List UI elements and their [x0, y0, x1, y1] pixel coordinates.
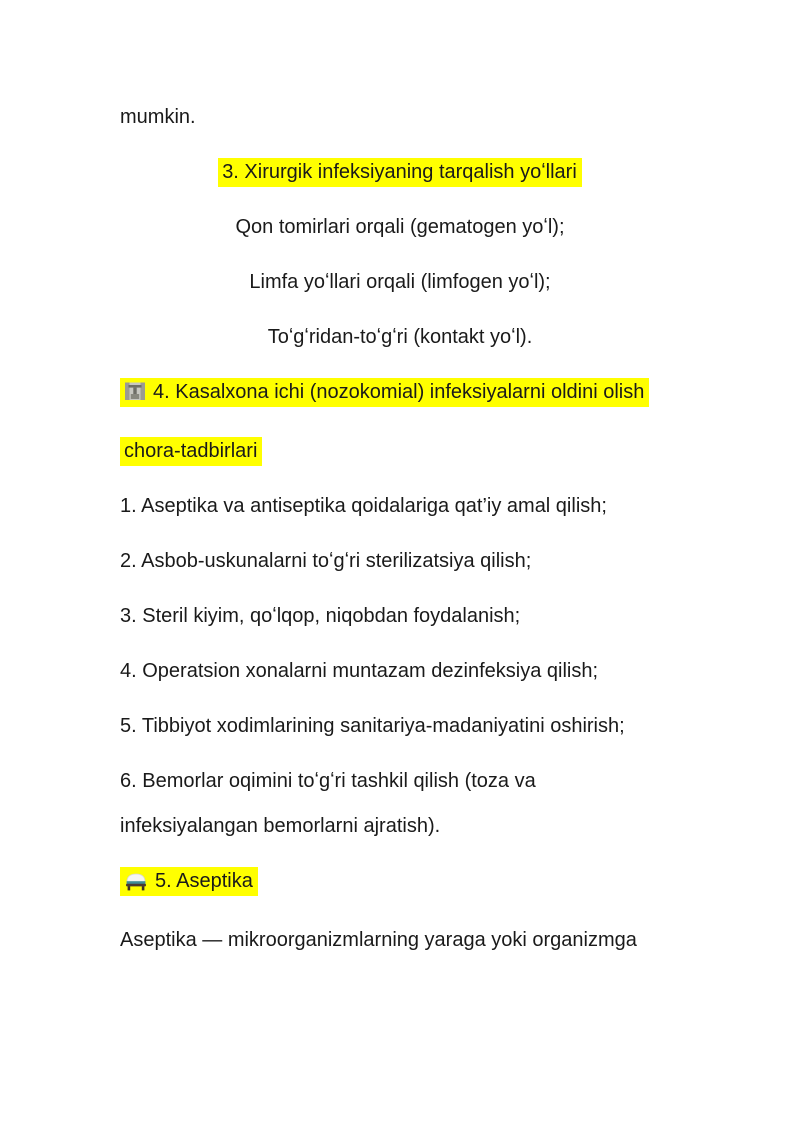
intro-text — [120, 95, 680, 140]
prevention-item-3-text: 3. Steril kiyim, qoʻlqop, niqobdan foydalanish; — [120, 605, 521, 627]
section4-heading-line2-text: chora-tadbirlari — [124, 440, 258, 462]
prevention-item-6-line1-text: 6. Bemorlar oqimini toʻgʻri tashkil qilish (toza va — [120, 770, 536, 792]
transmission-route-2 — [120, 260, 680, 305]
prevention-item-4 — [120, 649, 680, 694]
transmission-route-2-text: Limfa yoʻllari orqali (limfogen yoʻl); — [249, 271, 551, 293]
section5-heading — [120, 859, 680, 908]
section4-heading — [120, 370, 680, 419]
prevention-item-2-text: 2. Asbob-uskunalarni toʻgʻri sterilizatsiya qilish; — [120, 550, 532, 572]
hospital-bed-icon — [124, 863, 148, 908]
prevention-item-2 — [120, 539, 680, 584]
aseptika-definition-text: Aseptika — mikroorganizmlarning yaraga yoki organizmga — [120, 929, 637, 951]
prevention-item-1-text: 1. Aseptika va antiseptika qoidalariga qat’iy amal qilish; — [120, 495, 607, 517]
prevention-item-6-line2-text: infeksiyalangan bemorlarni ajratish). — [120, 815, 441, 837]
prevention-item-3 — [120, 594, 680, 639]
prevention-item-6 — [120, 759, 680, 849]
transmission-route-1 — [120, 205, 680, 250]
section5-heading-highlight — [120, 867, 258, 896]
aseptika-definition — [120, 918, 680, 963]
prevention-item-5 — [120, 704, 680, 749]
section3-heading-text: 3. Xirurgik infeksiyaning tarqalish yoʻllari — [222, 161, 577, 183]
prevention-item-1 — [120, 484, 680, 529]
section4-heading-line2-highlight — [120, 437, 262, 466]
hospital-building-icon — [124, 374, 146, 419]
section4-heading-line2 — [120, 429, 680, 474]
transmission-route-3-text: Toʻgʻridan-toʻgʻri (kontakt yoʻl). — [267, 326, 533, 348]
section5-heading-text: 5. Aseptika — [155, 870, 253, 892]
transmission-route-1-text: Qon tomirlari orqali (gematogen yoʻl); — [235, 216, 565, 238]
section4-heading-line1-text: 4. Kasalxona ichi (nozokomial) infeksiyalarni oldini olish — [153, 381, 645, 403]
section3-heading — [120, 150, 680, 195]
section4-heading-line1-highlight — [120, 378, 649, 407]
prevention-item-5-text: 5. Tibbiyot xodimlarining sanitariya-madaniyatini oshirish; — [120, 715, 625, 737]
prevention-item-4-text: 4. Operatsion xonalarni muntazam dezinfeksiya qilish; — [120, 660, 599, 682]
transmission-route-3 — [120, 315, 680, 360]
section3-heading-highlight — [218, 158, 582, 187]
intro-text-line: mumkin. — [120, 106, 196, 128]
